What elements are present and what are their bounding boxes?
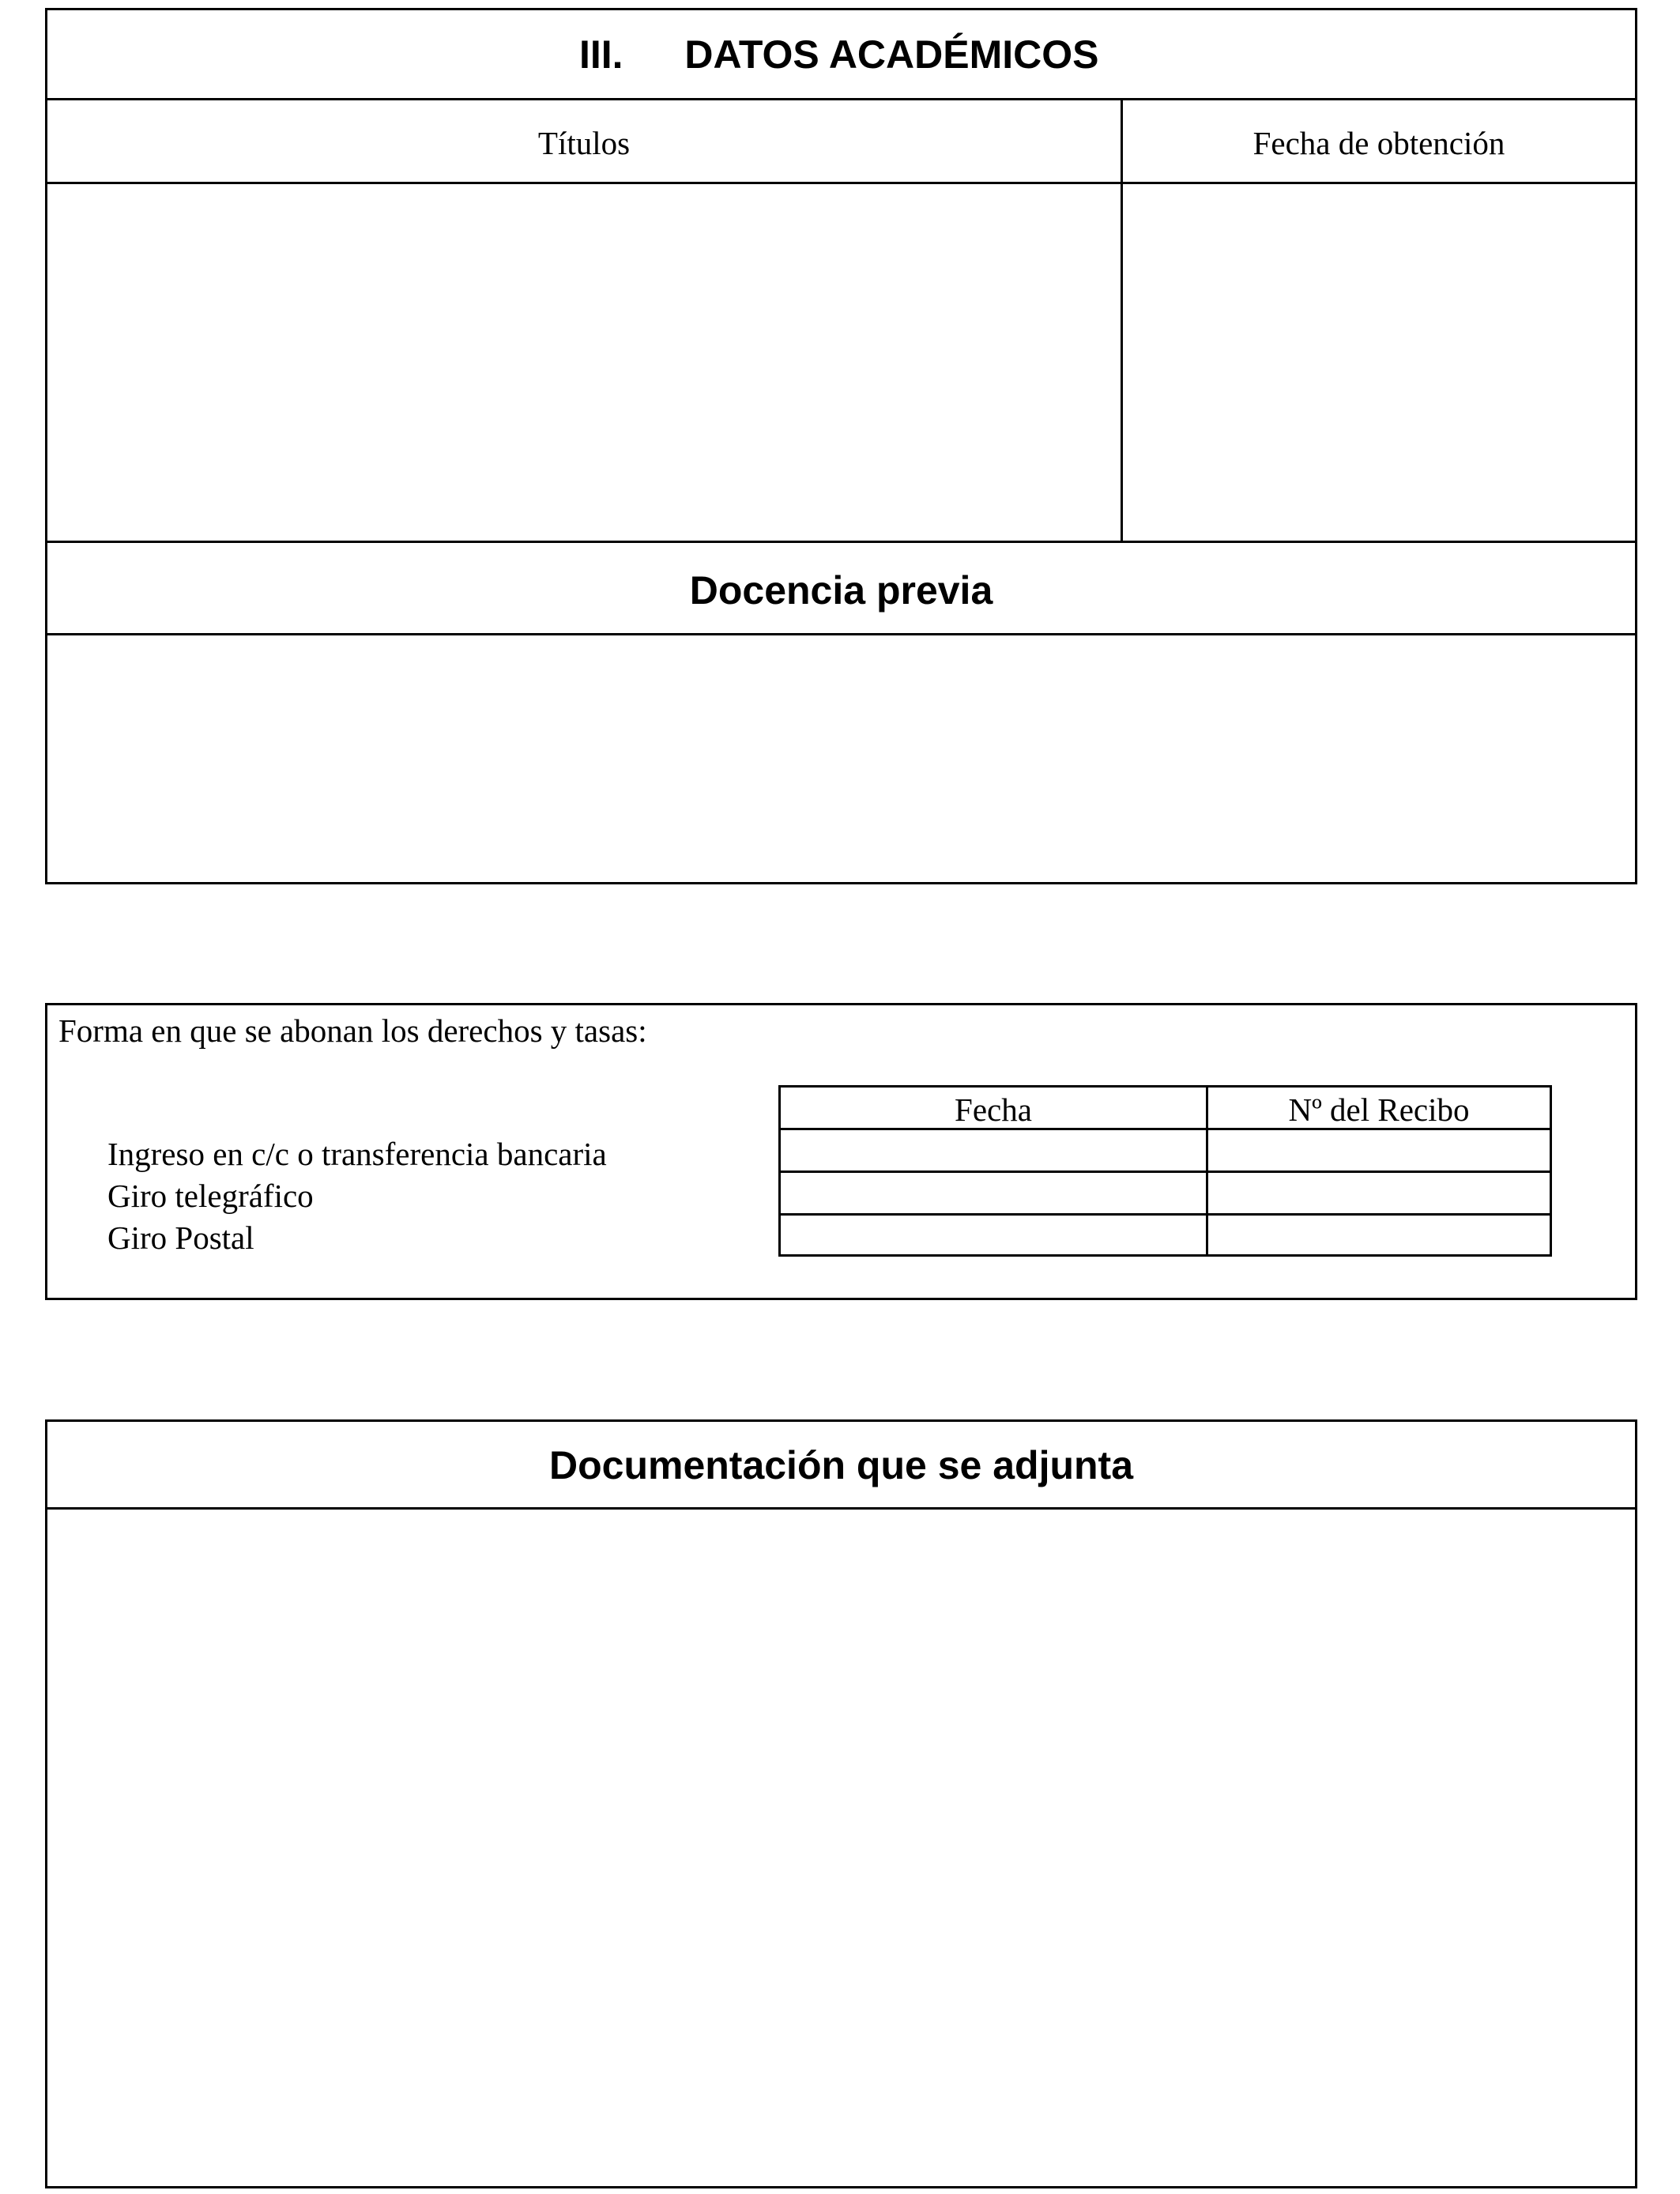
titles-entry-field[interactable]	[47, 184, 1121, 541]
attached-docs-entry-field[interactable]	[47, 1510, 1635, 2186]
divider	[45, 98, 1637, 100]
table-cell-receipt[interactable]	[1206, 1213, 1552, 1257]
prior-teaching-entry-field[interactable]	[47, 635, 1635, 882]
payment-method-postal: Giro Postal	[107, 1220, 254, 1256]
academic-section-title	[579, 32, 1099, 77]
column-header-titles: Títulos	[537, 125, 631, 161]
receipt-table	[778, 1085, 1552, 1257]
table-cell-receipt[interactable]	[1206, 1128, 1552, 1173]
payment-method-bank-transfer: Ingreso en c/c o transferencia bancaria	[107, 1136, 607, 1172]
section-title-text: DATOS ACADÉMICOS	[684, 32, 1099, 77]
table-header-receipt: Nº del Recibo	[1206, 1085, 1552, 1130]
date-entry-field[interactable]	[1123, 184, 1635, 541]
payment-label: Forma en que se abonan los derechos y tasas:	[58, 1012, 647, 1049]
table-cell-date[interactable]	[778, 1213, 1208, 1257]
section-number: III.	[579, 32, 623, 77]
table-cell-date[interactable]	[778, 1171, 1208, 1216]
divider	[45, 541, 1637, 543]
attached-docs-heading: Documentación que se adjunta	[548, 1443, 1133, 1487]
payment-method-telegraphic: Giro telegráfico	[107, 1178, 314, 1214]
table-cell-receipt[interactable]	[1206, 1171, 1552, 1216]
prior-teaching-heading: Docencia previa	[689, 568, 993, 613]
column-header-date: Fecha de obtención	[1252, 125, 1505, 161]
table-cell-date[interactable]	[778, 1128, 1208, 1173]
table-header-date: Fecha	[778, 1085, 1208, 1130]
